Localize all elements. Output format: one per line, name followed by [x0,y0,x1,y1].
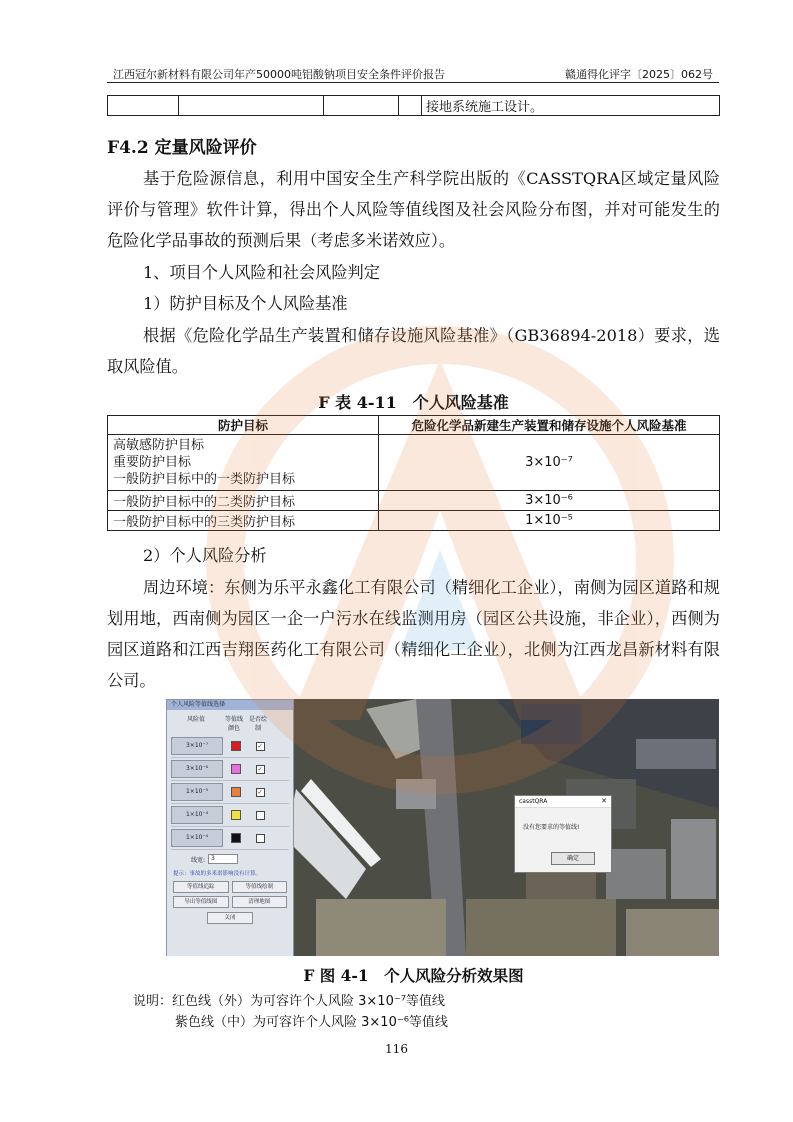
color-square-icon [231,787,241,797]
page-header [107,62,719,83]
trace-contour-button[interactable]: 等值线追踪 [173,881,229,893]
risk-level-row [171,758,289,781]
target-label: 一般防护目标中的二类防护目标 [108,491,379,511]
export-contour-button[interactable]: 导出等值线图 [173,896,229,908]
risk-criteria-table [107,415,720,531]
clear-map-button[interactable]: 清理地图 [232,896,288,908]
risk-analysis-figure [166,699,719,956]
risk-level-row [171,827,289,850]
col-header-value: 风险值 [186,716,205,723]
table-row [108,435,720,491]
risk-level-value[interactable]: 1×10⁻⁵ [171,783,223,801]
table-header-criteria: 危险化学品新建生产装置和储存设施个人风险基准 [379,416,720,435]
dialog-title: casstQRA [519,798,548,805]
risk-value: 1×10⁻⁵ [379,511,720,531]
target-label: 一般防护目标中的三类防护目标 [108,511,379,531]
close-icon[interactable]: ✕ [601,797,607,805]
risk-level-value[interactable]: 3×10⁻⁷ [171,737,223,755]
paragraph-surroundings: 周边环境：东侧为乐平永鑫化工有限公司（精细化工企业），南侧为园区道路和规划用地，西南侧为园区一企一户污水在线监测用房（园区公共设施，非企业），西侧为园区道路和江西吉翔医药化工有限公司（精细化工企业），北侧为江西龙昌新材料有限公司。 [107,578,720,690]
target-label: 重要防护目标 [113,455,192,470]
header-report-title: 江西冠尔新材料有限公司年产50000吨铝酸钠项目安全条件评价报告 [113,68,445,81]
table-row [108,491,720,511]
checkbox-empty-icon [256,834,265,843]
contour-color-swatch[interactable] [226,810,246,820]
draw-checkbox[interactable] [249,765,271,774]
paragraph-heading-1: 1、项目个人风险和社会风险判定 [143,263,380,282]
checkbox-empty-icon [256,811,265,820]
risk-level-row [171,804,289,827]
draw-contour-button[interactable]: 等值线绘制 [232,881,288,893]
panel-title: 个人风险等值线选择 [167,700,293,710]
section-title: F4.2 定量风险评价 [107,138,257,158]
draw-checkbox[interactable] [249,742,271,751]
table-caption: F 表 4-11 个人风险基准 [318,393,509,412]
color-square-icon [231,741,241,751]
risk-level-value[interactable]: 1×10⁻⁴ [171,829,223,847]
risk-level-row [171,781,289,804]
draw-checkbox[interactable] [249,811,271,820]
casstqra-dialog [514,795,612,873]
figure-note-red: 说明：红色线（外）为可容许个人风险 3×10⁻⁷等值线 [133,994,445,1009]
close-button[interactable]: 关闭 [207,912,253,924]
paragraph-intro: 基于危险源信息，利用中国安全生产科学院出版的《CASSTQRA区域定量风险评价与管理》软件计算，得出个人风险等值线图及社会风险分布图，并对可能发生的危险化学品事故的预测后果（考虑多米诺效应）。 [107,169,720,250]
risk-level-list [171,735,289,850]
target-label: 高敏感防护目标 [113,438,205,453]
checkbox-checked-icon: ✓ [257,742,263,750]
table-row [108,511,720,531]
table-cell-text: 接地系统施工设计。 [422,96,720,116]
risk-level-row [171,735,289,758]
dialog-ok-button[interactable]: 确定 [551,852,595,865]
draw-checkbox[interactable] [249,788,271,797]
contour-color-swatch[interactable] [226,764,246,774]
target-label: 一般防护目标中的一类防护目标 [113,472,296,487]
figure-note-purple: 紫色线（中）为可容许个人风险 3×10⁻⁶等值线 [175,1015,448,1030]
table-header-target: 防护目标 [108,416,379,435]
paragraph-heading-2: 2）个人风险分析 [143,546,267,565]
contour-selection-panel [166,699,294,956]
paragraph-basis: 根据《危险化学品生产装置和储存设施风险基准》（GB36894-2018）要求，选取风险值。 [107,326,720,376]
risk-level-value[interactable]: 3×10⁻⁶ [171,760,223,778]
risk-value: 3×10⁻⁷ [379,435,720,491]
linewidth-select[interactable]: 3 [208,854,238,864]
risk-value: 3×10⁻⁶ [379,491,720,511]
draw-checkbox[interactable] [249,834,271,843]
color-square-icon [231,810,241,820]
header-report-number: 赣通得化评字〔2025〕062号 [565,68,713,81]
contour-color-swatch[interactable] [226,741,246,751]
page-number: 116 [385,1042,408,1056]
checkbox-checked-icon: ✓ [257,765,263,773]
panel-tip: 提示：事故的多米诺影响没有计算。 [173,871,262,877]
paragraph-heading-1-1: 1）防护目标及个人风险基准 [143,294,348,313]
dialog-message: 没有您要求的等值线! [523,824,580,831]
linewidth-label: 线宽: [191,856,206,864]
col-header-color: 等值线颜色 [224,716,243,732]
contour-color-swatch[interactable] [226,833,246,843]
previous-table-tail [107,95,720,116]
figure-caption: F 图 4-1 个人风险分析效果图 [303,966,524,985]
risk-level-value[interactable]: 1×10⁻⁴ [171,806,223,824]
checkbox-checked-icon: ✓ [257,788,263,796]
color-square-icon [231,764,241,774]
col-header-draw: 是否绘制 [248,716,267,732]
contour-color-swatch[interactable] [226,787,246,797]
color-square-icon [231,833,241,843]
